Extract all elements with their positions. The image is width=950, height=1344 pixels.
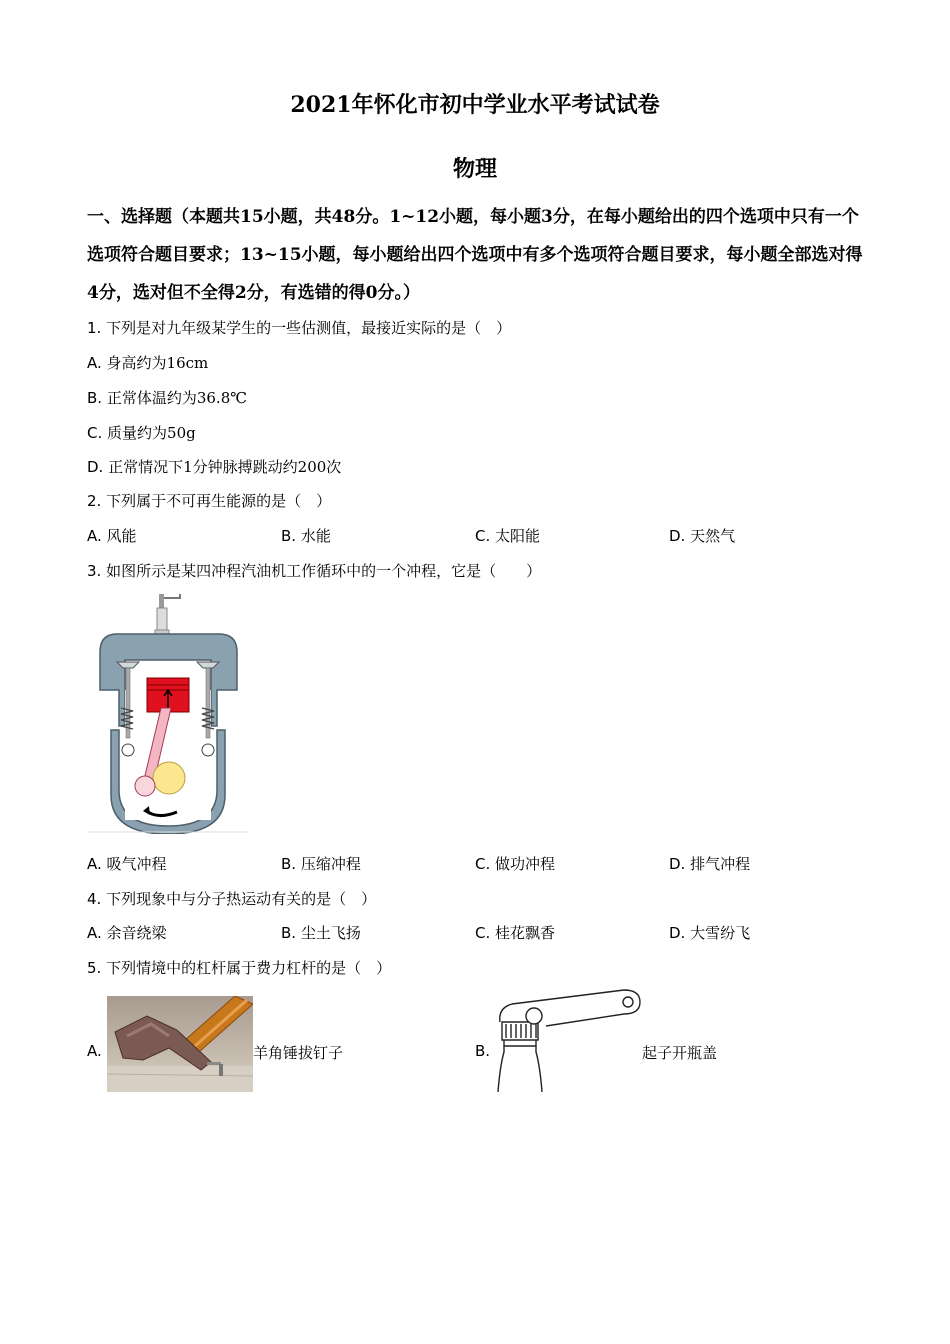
option-label: B. <box>281 855 297 873</box>
q4-option-c[interactable] <box>475 922 555 943</box>
q4-option-b[interactable] <box>281 922 361 943</box>
bottle-opener-image <box>494 986 644 1092</box>
option-label: C. <box>475 855 491 873</box>
option-label: A. <box>87 924 102 942</box>
option-text: 排气冲程 <box>690 855 751 873</box>
question-3 <box>87 560 541 581</box>
option-label: C. <box>87 424 103 442</box>
option-text: 水能 <box>300 527 331 545</box>
option-label: D. <box>669 527 686 545</box>
q3-option-a[interactable] <box>87 853 167 874</box>
option-text: 做功冲程 <box>495 855 556 873</box>
option-text: 吸气冲程 <box>106 855 167 873</box>
q5-option-b-label[interactable]: B. <box>475 1042 491 1060</box>
option-label: C. <box>475 527 491 545</box>
question-number: 1. <box>87 319 102 337</box>
option-text: 风能 <box>106 527 137 545</box>
q3-option-c[interactable] <box>475 853 555 874</box>
question-stem: 下列情境中的杠杆属于费力杠杆的是（ ） <box>106 959 392 977</box>
q4-option-d[interactable] <box>669 922 750 943</box>
question-number: 5. <box>87 959 102 977</box>
option-label: B. <box>281 527 297 545</box>
option-text: 桂花飘香 <box>495 924 556 942</box>
page-title: 2021年怀化市初中学业水平考试试卷 <box>290 92 660 118</box>
opener-arm <box>500 990 640 1026</box>
opener-hole <box>623 997 633 1007</box>
question-1 <box>87 317 511 338</box>
q3-option-d[interactable] <box>669 853 750 874</box>
question-stem: 下列属于不可再生能源的是（ ） <box>106 492 332 510</box>
q4-option-a[interactable] <box>87 922 167 943</box>
spark-plug-tip <box>159 594 164 608</box>
option-text: 身高约为16cm <box>106 354 209 372</box>
q2-option-c[interactable] <box>475 525 540 546</box>
q5-option-b-text: 起子开瓶盖 <box>642 1044 718 1062</box>
q1-option-a[interactable] <box>87 352 208 373</box>
option-label: C. <box>475 924 491 942</box>
question-number: 4. <box>87 890 102 908</box>
q3-option-b[interactable] <box>281 853 361 874</box>
option-label: D. <box>669 924 686 942</box>
spark-plug <box>157 608 167 630</box>
claw-hammer-image <box>107 996 253 1092</box>
subject-title: 物理 <box>452 156 497 182</box>
option-text: 尘土飞扬 <box>300 924 361 942</box>
question-4 <box>87 888 376 909</box>
option-label: A. <box>87 354 102 372</box>
question-2 <box>87 490 331 511</box>
q5-option-a-label[interactable]: A. <box>87 1042 102 1060</box>
q5-option-a-text: 羊角锤拔钉子 <box>253 1044 344 1062</box>
question-number: 2. <box>87 492 102 510</box>
q2-option-b[interactable] <box>281 525 331 546</box>
option-label: B. <box>281 924 297 942</box>
question-stem: 下列是对九年级某学生的一些估测值，最接近实际的是（ ） <box>106 319 512 337</box>
question-stem: 如图所示是某四冲程汽油机工作循环中的一个冲程，它是（ ） <box>106 562 542 580</box>
option-text: 质量约为50g <box>107 424 196 442</box>
option-text: 天然气 <box>690 527 736 545</box>
option-text: 压缩冲程 <box>300 855 361 873</box>
bottle-cap <box>502 1022 538 1040</box>
option-text: 正常体温约为36.8℃ <box>106 389 248 407</box>
q1-option-c[interactable] <box>87 422 196 443</box>
question-stem: 下列现象中与分子热运动有关的是（ ） <box>106 890 377 908</box>
q1-option-b[interactable] <box>87 387 247 408</box>
q2-option-d[interactable] <box>669 525 735 546</box>
option-text: 余音绕梁 <box>106 924 167 942</box>
option-label: A. <box>87 855 102 873</box>
option-text: 正常情况下1分钟脉搏跳动约200次 <box>108 458 342 476</box>
option-label: A. <box>87 527 102 545</box>
nail <box>207 1062 221 1065</box>
q1-option-d[interactable] <box>87 456 341 477</box>
question-5 <box>87 957 391 978</box>
engine-diagram <box>87 590 249 834</box>
bottle-neck <box>498 1040 504 1092</box>
crank-wheel <box>153 762 185 794</box>
option-label: B. <box>87 389 103 407</box>
q2-option-a[interactable] <box>87 525 137 546</box>
question-number: 3. <box>87 562 102 580</box>
section-heading: 一、选择题（本题共15小题，共48分。1~12小题，每小题3分，在每小题给出的四个选项中只有一个选项符合题目要求；13~15小题，每小题给出四个选项中有多个选项符合题目要求，每小题全部选对得4分，选对但不全得2分，有选错的得0分。） <box>87 207 863 303</box>
option-label: D. <box>87 458 104 476</box>
option-label: D. <box>669 855 686 873</box>
option-text: 太阳能 <box>495 527 541 545</box>
option-text: 大雪纷飞 <box>690 924 751 942</box>
